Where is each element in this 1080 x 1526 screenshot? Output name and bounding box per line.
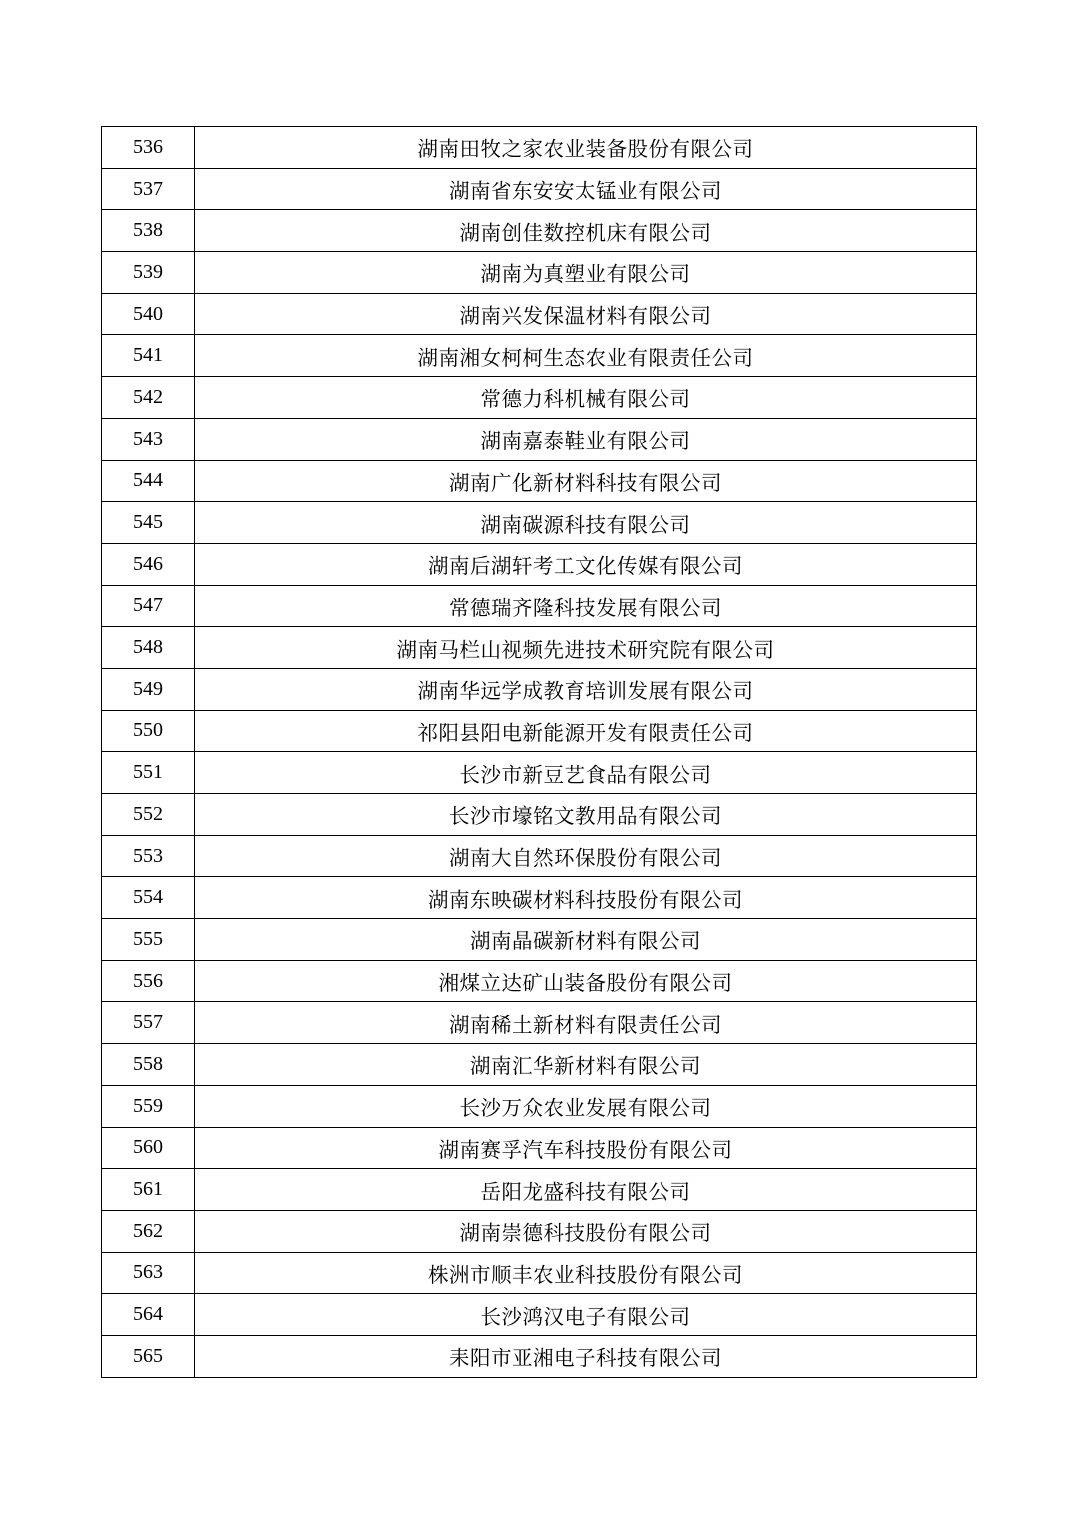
row-index-cell: 560	[102, 1127, 195, 1169]
table-row	[102, 1252, 977, 1294]
table-body	[102, 127, 977, 1378]
table-row	[102, 168, 977, 210]
row-index-cell: 561	[102, 1169, 195, 1211]
table-row	[102, 252, 977, 294]
company-name-cell: 耒阳市亚湘电子科技有限公司	[195, 1335, 977, 1377]
table-row	[102, 1335, 977, 1377]
company-name-cell: 岳阳龙盛科技有限公司	[195, 1169, 977, 1211]
row-index-cell: 542	[102, 377, 195, 419]
company-name-cell: 湖南为真塑业有限公司	[195, 252, 977, 294]
company-name-cell: 湖南赛孚汽车科技股份有限公司	[195, 1127, 977, 1169]
row-index-cell: 546	[102, 543, 195, 585]
table-row	[102, 919, 977, 961]
row-index-cell: 564	[102, 1294, 195, 1336]
company-name-cell: 常德力科机械有限公司	[195, 377, 977, 419]
row-index-cell: 549	[102, 668, 195, 710]
row-index-cell: 552	[102, 794, 195, 836]
table-row	[102, 377, 977, 419]
table-row	[102, 293, 977, 335]
table-row	[102, 960, 977, 1002]
company-name-cell: 常德瑞齐隆科技发展有限公司	[195, 585, 977, 627]
company-name-cell: 湖南湘女柯柯生态农业有限责任公司	[195, 335, 977, 377]
company-name-cell: 湖南碳源科技有限公司	[195, 502, 977, 544]
row-index-cell: 563	[102, 1252, 195, 1294]
table-row	[102, 335, 977, 377]
table-row	[102, 127, 977, 169]
table-row	[102, 668, 977, 710]
row-index-cell: 554	[102, 877, 195, 919]
table-row	[102, 1085, 977, 1127]
row-index-cell: 536	[102, 127, 195, 169]
table-row	[102, 460, 977, 502]
company-name-cell: 湖南汇华新材料有限公司	[195, 1044, 977, 1086]
row-index-cell: 543	[102, 418, 195, 460]
company-name-cell: 湖南嘉泰鞋业有限公司	[195, 418, 977, 460]
row-index-cell: 557	[102, 1002, 195, 1044]
company-name-cell: 湖南后湖轩考工文化传媒有限公司	[195, 543, 977, 585]
company-name-cell: 湖南大自然环保股份有限公司	[195, 835, 977, 877]
row-index-cell: 550	[102, 710, 195, 752]
company-name-cell: 湖南马栏山视频先进技术研究院有限公司	[195, 627, 977, 669]
company-name-cell: 株洲市顺丰农业科技股份有限公司	[195, 1252, 977, 1294]
row-index-cell: 547	[102, 585, 195, 627]
company-name-cell: 长沙市新豆艺食品有限公司	[195, 752, 977, 794]
row-index-cell: 548	[102, 627, 195, 669]
table-row	[102, 502, 977, 544]
row-index-cell: 540	[102, 293, 195, 335]
table-row	[102, 1002, 977, 1044]
company-name-cell: 湘煤立达矿山装备股份有限公司	[195, 960, 977, 1002]
row-index-cell: 544	[102, 460, 195, 502]
company-name-cell: 湖南东映碳材料科技股份有限公司	[195, 877, 977, 919]
row-index-cell: 538	[102, 210, 195, 252]
table-row	[102, 1127, 977, 1169]
company-name-cell: 湖南稀土新材料有限责任公司	[195, 1002, 977, 1044]
company-name-cell: 长沙市壕铭文教用品有限公司	[195, 794, 977, 836]
row-index-cell: 562	[102, 1210, 195, 1252]
table-row	[102, 585, 977, 627]
company-name-cell: 长沙万众农业发展有限公司	[195, 1085, 977, 1127]
row-index-cell: 558	[102, 1044, 195, 1086]
company-name-cell: 湖南华远学成教育培训发展有限公司	[195, 668, 977, 710]
table-row	[102, 752, 977, 794]
company-name-cell: 祁阳县阳电新能源开发有限责任公司	[195, 710, 977, 752]
table-row	[102, 710, 977, 752]
table-row	[102, 835, 977, 877]
row-index-cell: 555	[102, 919, 195, 961]
company-list-table	[101, 126, 977, 1378]
row-index-cell: 559	[102, 1085, 195, 1127]
table-row	[102, 627, 977, 669]
row-index-cell: 541	[102, 335, 195, 377]
company-name-cell: 长沙鸿汉电子有限公司	[195, 1294, 977, 1336]
company-name-cell: 湖南省东安安太锰业有限公司	[195, 168, 977, 210]
company-name-cell: 湖南创佳数控机床有限公司	[195, 210, 977, 252]
table-row	[102, 418, 977, 460]
company-name-cell: 湖南崇德科技股份有限公司	[195, 1210, 977, 1252]
table-row	[102, 1294, 977, 1336]
row-index-cell: 553	[102, 835, 195, 877]
table-row	[102, 210, 977, 252]
company-name-cell: 湖南晶碳新材料有限公司	[195, 919, 977, 961]
table-row	[102, 543, 977, 585]
table-row	[102, 1169, 977, 1211]
row-index-cell: 565	[102, 1335, 195, 1377]
company-name-cell: 湖南兴发保温材料有限公司	[195, 293, 977, 335]
company-name-cell: 湖南田牧之家农业装备股份有限公司	[195, 127, 977, 169]
row-index-cell: 537	[102, 168, 195, 210]
table-row	[102, 877, 977, 919]
row-index-cell: 551	[102, 752, 195, 794]
row-index-cell: 545	[102, 502, 195, 544]
table-row	[102, 1044, 977, 1086]
table-row	[102, 1210, 977, 1252]
table-row	[102, 794, 977, 836]
company-name-cell: 湖南广化新材料科技有限公司	[195, 460, 977, 502]
row-index-cell: 556	[102, 960, 195, 1002]
row-index-cell: 539	[102, 252, 195, 294]
